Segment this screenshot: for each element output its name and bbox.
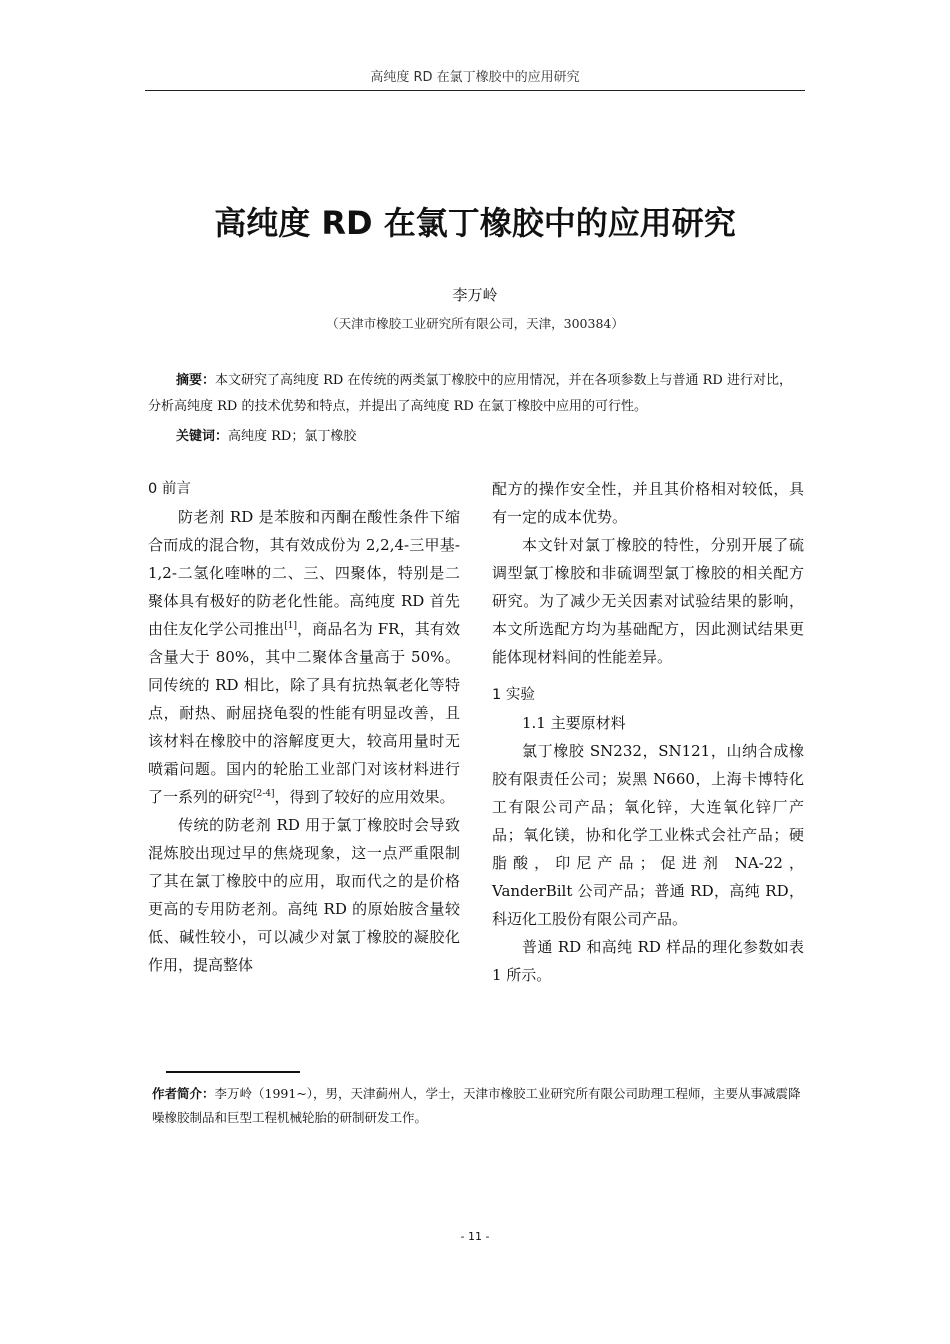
abstract — [148, 368, 804, 420]
paragraph: 本文针对氯丁橡胶的特性，分别开展了硫调型氯丁橡胶和非硫调型氯丁橡胶的相关配方研究。为了减少无关因素对试验结果的影响，本文所选配方均为基础配方，因此测试结果更能体现材料间的性能差异。 — [492, 536, 804, 666]
abstract-text: 本文研究了高纯度 RD 在传统的两类氯丁橡胶中的应用情况，并在各项参数上与普通 RD 进行对比，分析高纯度 RD 的技术优势和特点，并提出了高纯度 RD 在氯丁橡胶中应用的可行性。 — [148, 373, 792, 414]
author-name: 李万岭 — [452, 286, 498, 304]
subsection-heading: 1.1 主要原材料 — [522, 714, 626, 732]
footnote-label: 作者简介： — [152, 1086, 215, 1101]
keywords — [148, 424, 804, 450]
right-column — [492, 475, 804, 989]
citation-ref: [2-4] — [253, 789, 275, 799]
left-column — [148, 475, 460, 979]
footnote-text: 李万岭（1991~），男，天津蓟州人，学士，天津市橡胶工业研究所有限公司助理工程师，主要从事减震降噪橡胶制品和巨型工程机械轮胎的研制研发工作。 — [152, 1086, 801, 1125]
abstract-label: 摘要： — [176, 373, 216, 388]
section-heading-introduction: 0 前言 — [148, 481, 191, 497]
keywords-label: 关键词： — [176, 429, 229, 444]
author-footnote — [152, 1082, 812, 1130]
running-header: 高纯度 RD 在氯丁橡胶中的应用研究 — [145, 66, 805, 91]
paragraph-continued: 配方的操作安全性，并且其价格相对较低，具有一定的成本优势。 — [492, 480, 804, 526]
paragraph: 普通 RD 和高纯 RD 样品的理化参数如表 1 所示。 — [492, 938, 804, 984]
paragraph: 传统的防老剂 RD 用于氯丁橡胶时会导致混炼胶出现过早的焦烧现象，这一点严重限制了其在氯丁橡胶中的应用，取而代之的是价格更高的专用防老剂。高纯 RD 的原始胺含量较低、碱性较小，可以减少对氯丁橡胶的凝胶化作用，提高整体 — [148, 816, 460, 974]
page-number: - 11 - — [460, 1230, 490, 1243]
citation-ref: [1] — [284, 621, 297, 631]
paragraph: 氯丁橡胶 SN232，SN121，山纳合成橡胶有限责任公司；炭黑 N660，上海卡博特化工有限公司产品；氧化锌，大连氧化锌厂产品；氧化镁，协和化学工业株式会社产品；硬脂酸，印尼产品；促进剂 NA-22，VanderBilt 公司产品；普通 RD，高纯 RD，科迈化工股份有限公司产品。 — [492, 742, 804, 928]
footnote-divider — [166, 1071, 300, 1073]
section-heading-experiment: 1 实验 — [492, 687, 535, 703]
author-affiliation: （天津市橡胶工业研究所有限公司，天津，300384） — [326, 316, 624, 331]
paragraph: 防老剂 RD 是苯胺和丙酮在酸性条件下缩合而成的混合物，其有效成份为 2,2,4-三甲基- 1,2-二氢化喹啉的二、三、四聚体，特别是二聚体具有极好的防老化性能。高纯度 RD 首先由住友化学公司推出[1]，商品名为 FR，其有效含量大于 80%，其中二聚体含量高于 50%。同传统的 RD 相比，除了具有抗热氧老化等特点，耐热、耐屈挠龟裂的性能有明显改善，且该材料在橡胶中的溶解度更大，较高用量时无喷霜问题。国内的轮胎工业部门对该材料进行了一系列的研究[2-4]，得到了较好的应用效果。 — [148, 508, 460, 806]
paper-title: 高纯度 RD 在氯丁橡胶中的应用研究 — [214, 204, 736, 242]
keywords-text: 高纯度 RD；氯丁橡胶 — [228, 429, 357, 444]
